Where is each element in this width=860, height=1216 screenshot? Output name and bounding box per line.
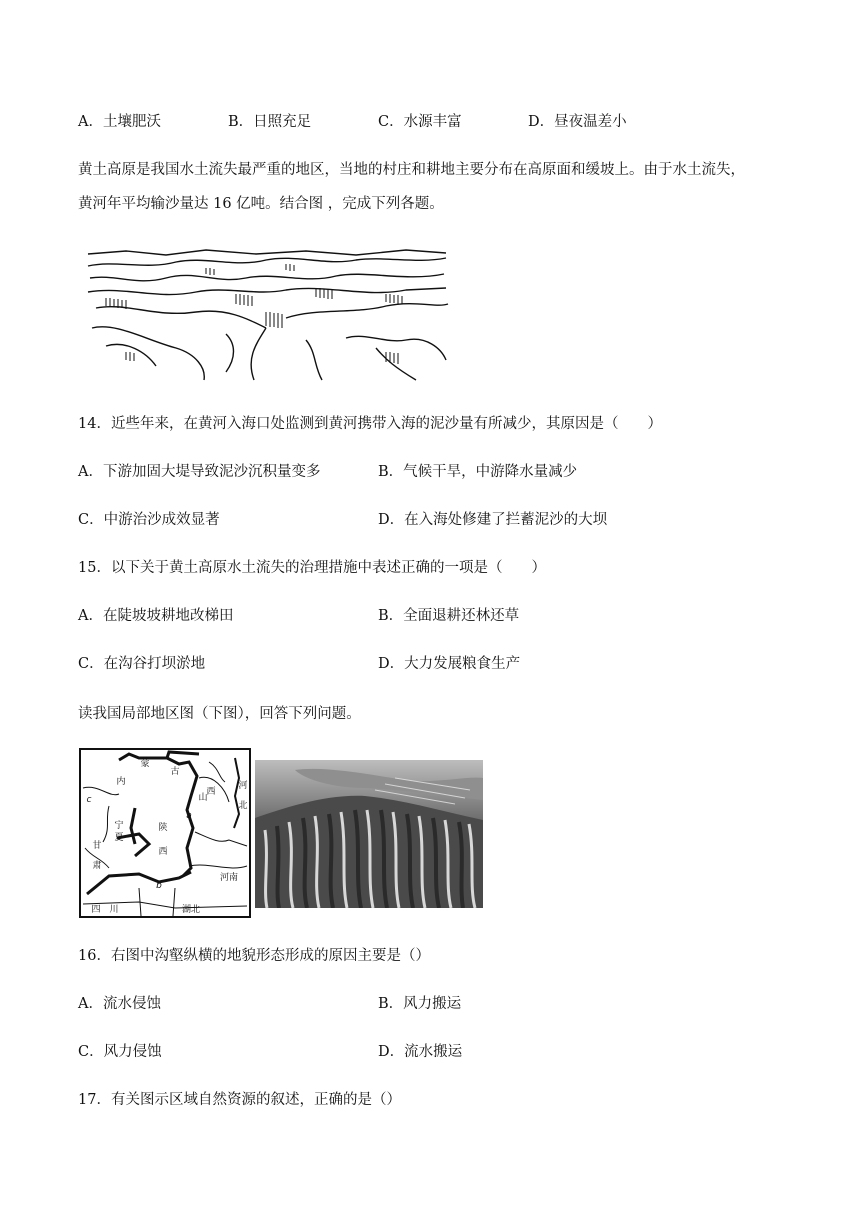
q15-option-a: A．在陡坡坡耕地改梯田 <box>78 608 234 624</box>
q13-option-c: C．水源丰富 <box>378 114 462 130</box>
svg-text:甘: 甘 <box>92 841 102 851</box>
q13-option-a: A．土壤肥沃 <box>78 114 161 130</box>
q16-option-d: D．流水搬运 <box>378 1044 463 1060</box>
q14-option-d: D．在入海处修建了拦蓄泥沙的大坝 <box>378 512 608 528</box>
svg-text:湖北: 湖北 <box>181 905 201 915</box>
q15-option-d: D．大力发展粮食生产 <box>378 656 521 672</box>
q15-option-c: C．在沟谷打坝淤地 <box>78 656 206 672</box>
svg-text:b: b <box>156 881 162 891</box>
q14-stem: 14．近些年来，在黄河入海口处监测到黄河携带入海的泥沙量有所减少，其原因是（ ） <box>78 416 662 432</box>
q14-option-a: A．下游加固大堤导致泥沙沉积量变多 <box>78 464 321 480</box>
loess-plateau-sketch <box>86 248 450 382</box>
svg-text:宁: 宁 <box>114 821 124 831</box>
q14-option-c: C．中游治沙成效显著 <box>78 512 220 528</box>
q13-option-b: B．日照充足 <box>228 114 312 130</box>
svg-text:河: 河 <box>238 781 248 791</box>
q16-option-c: C．风力侵蚀 <box>78 1044 162 1060</box>
svg-text:山: 山 <box>198 793 208 803</box>
svg-text:内: 内 <box>116 777 126 787</box>
q14-option-b: B．气候干旱，中游降水量减少 <box>378 464 578 480</box>
svg-text:西: 西 <box>206 787 216 797</box>
svg-text:肃: 肃 <box>92 861 102 871</box>
svg-text:西: 西 <box>158 847 168 857</box>
svg-text:北: 北 <box>238 801 248 811</box>
svg-text:陕: 陕 <box>158 823 168 833</box>
regional-map <box>79 748 251 918</box>
q15-stem: 15．以下关于黄土高原水土流失的治理措施中表述正确的一项是（ ） <box>78 560 546 576</box>
svg-text:夏: 夏 <box>114 833 124 843</box>
passage1-line1: 黄土高原是我国水土流失最严重的地区，当地的村庄和耕地主要分布在高原面和缓坡上。由于水土流失， <box>78 162 745 178</box>
passage2: 读我国局部地区图（下图），回答下列问题。 <box>78 706 361 722</box>
q16-option-a: A．流水侵蚀 <box>78 996 161 1012</box>
q16-stem: 16．右图中沟壑纵横的地貌形态形成的原因主要是（） <box>78 948 430 964</box>
svg-text:蒙: 蒙 <box>140 759 150 769</box>
gully-landform-photo <box>255 760 483 908</box>
svg-text:四 川: 四 川 <box>91 905 119 915</box>
svg-text:古: 古 <box>170 767 180 777</box>
q15-option-b: B．全面退耕还林还草 <box>378 608 520 624</box>
q16-option-b: B．风力搬运 <box>378 996 462 1012</box>
q17-stem: 17．有关图示区域自然资源的叙述，正确的是（） <box>78 1092 401 1108</box>
svg-text:河南: 河南 <box>219 873 239 883</box>
passage1-line2: 黄河年平均输沙量达 16 亿吨。结合图 ，完成下列各题。 <box>78 196 444 212</box>
svg-text:a: a <box>186 811 192 821</box>
q13-option-d: D．昼夜温差小 <box>528 114 627 130</box>
svg-text:c: c <box>86 795 92 805</box>
